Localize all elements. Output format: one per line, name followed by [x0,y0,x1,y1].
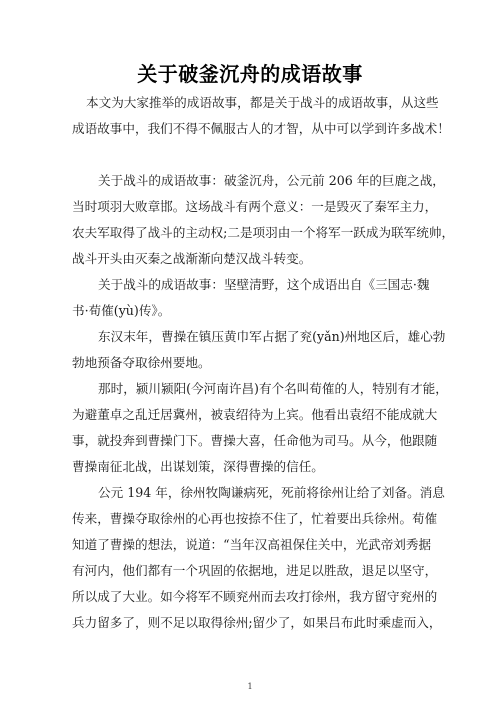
paragraph-line: 曹操南征北战，出谋划策，深得曹操的信任。 [72,459,324,474]
paragraph-line: 成语故事中，我们不得不佩服古人的才智，从中可以学到许多战术！ [72,121,450,136]
paragraph-line: 勃地预备夺取徐州要地。 [72,355,211,370]
paragraph-line: 当时项羽大败章邯。这场战斗有两个意义：一是毁灭了秦军主力， [72,199,438,214]
paragraph-line: 事，就投奔到曹操门下。曹操大喜，任命他为司马。从今，他跟随 [72,433,438,448]
page-number: 1 [247,682,253,691]
paragraph-line: 农夫军取得了战斗的主动权;二是项羽由一个将军一跃成为联军统帅， [72,225,455,240]
paragraph-line: 传来，曹操夺取徐州的心再也按捺不住了，忙着要出兵徐州。荀傕 [72,511,438,526]
document-title: 关于破釜沉舟的成语故事 [137,62,363,86]
paragraph-line: 关于战斗的成语故事：破釜沉舟，公元前 206 年的巨鹿之战， [98,173,445,188]
paragraph-line: 知道了曹操的想法，说道：“当年汉高祖保住关中，光武帝刘秀据 [72,537,432,552]
paragraph-line: 本文为大家推举的成语故事，都是关于战斗的成语故事，从这些 [86,95,439,110]
paragraph-line: 关于战斗的成语故事：坚壁清野，这个成语出自《三国志·魏 [98,277,430,292]
paragraph-line: 为避董卓之乱迁居冀州，被袁绍待为上宾。他看出袁绍不能成就大 [72,407,438,422]
paragraph-line: 东汉末年，曹操在镇压黄巾军占据了兖(yǎn)州地区后，雄心勃 [98,329,446,344]
paragraph-line: 有河内，他们都有一个巩固的依据地，进足以胜敌，退足以坚守， [72,563,438,578]
paragraph-line: 书·荀傕(yù)传》。 [72,303,171,318]
paragraph-line: 战斗开头由灭秦之战渐渐向楚汉战斗转变。 [72,251,312,266]
paragraph-line: 所以成了大业。如今将军不顾兖州而去攻打徐州，我方留守兖州的 [72,589,438,604]
paragraph-line: 兵力留多了，则不足以取得徐州;留少了，如果吕布此时乘虚而入， [72,615,442,630]
paragraph-line: 公元 194 年，徐州牧陶谦病死，死前将徐州让给了刘备。消息 [98,485,445,500]
paragraph-line: 那时，颍川颍阳(今河南许昌)有个名叫荀傕的人，特别有才能， [98,381,448,396]
